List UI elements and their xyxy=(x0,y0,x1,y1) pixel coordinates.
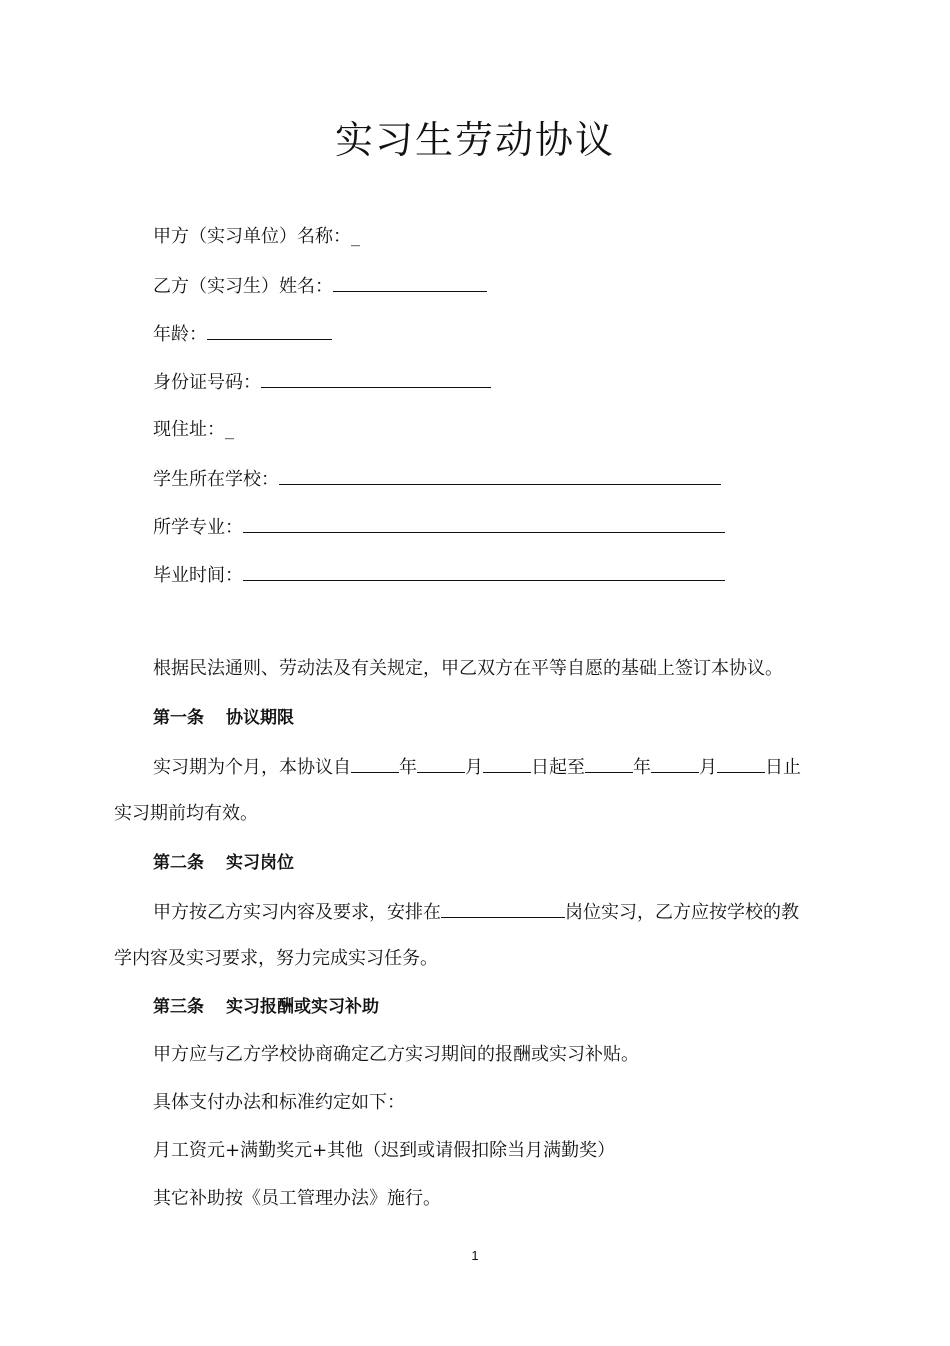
field-graduation xyxy=(153,561,725,589)
blank-line xyxy=(417,753,465,773)
field-address xyxy=(153,417,234,443)
field-label: 年龄： xyxy=(153,324,207,345)
article-number: 第一条 xyxy=(153,708,204,728)
article-number: 第三条 xyxy=(153,997,204,1017)
article-2-heading xyxy=(153,850,294,876)
intro-paragraph: 根据民法通则、劳动法及有关规定，甲乙双方在平等自愿的基础上签订本协议。 xyxy=(153,658,783,679)
article-2-text xyxy=(153,898,799,926)
page-number: 1 xyxy=(471,1248,479,1263)
blank-line xyxy=(261,368,491,388)
article-1-text xyxy=(153,753,801,781)
blank-line xyxy=(243,513,725,533)
article-title: 协议期限 xyxy=(226,708,294,728)
text-segment: 岗位实习，乙方应按学校的教 xyxy=(565,902,799,923)
field-id-number xyxy=(153,368,491,396)
blank-line xyxy=(279,465,721,485)
field-label: 乙方（实习生）姓名： xyxy=(153,276,333,297)
blank-line xyxy=(333,272,487,292)
text-segment: 年 xyxy=(399,757,417,778)
field-party-a xyxy=(153,224,360,250)
text-segment: 甲方按乙方实习内容及要求，安排在 xyxy=(153,902,441,923)
article-3-paragraph-3: 月工资元+满勤奖元+其他（迟到或请假扣除当月满勤奖） xyxy=(153,1140,616,1161)
field-major xyxy=(153,513,725,541)
text-segment: 年 xyxy=(633,757,651,778)
article-3-paragraph-4: 其它补助按《员工管理办法》施行。 xyxy=(153,1188,441,1209)
article-3-heading xyxy=(153,994,379,1020)
blank-line xyxy=(483,753,531,773)
field-school xyxy=(153,465,721,493)
field-age xyxy=(153,320,332,348)
blank-line xyxy=(243,561,725,581)
blank-line xyxy=(351,753,399,773)
field-party-b-name xyxy=(153,272,487,300)
article-number: 第二条 xyxy=(153,853,204,873)
article-title: 实习岗位 xyxy=(226,853,294,873)
article-1-text-cont: 实习期前均有效。 xyxy=(114,803,258,824)
text-segment: 实习期为个月，本协议自 xyxy=(153,757,351,778)
blank-line xyxy=(207,320,332,340)
article-1-heading xyxy=(153,705,294,731)
blank-line xyxy=(717,753,765,773)
text-segment: 日起至 xyxy=(531,757,585,778)
article-title: 实习报酬或实习补助 xyxy=(226,997,379,1017)
blank-line xyxy=(585,753,633,773)
field-label: 毕业时间： xyxy=(153,565,243,586)
article-3-paragraph-2: 具体支付办法和标准约定如下： xyxy=(153,1092,405,1113)
text-segment: 日止 xyxy=(765,757,801,778)
field-label: 身份证号码： xyxy=(153,372,261,393)
blank-line xyxy=(441,898,565,918)
text-segment: 月 xyxy=(699,757,717,778)
text-segment: 月 xyxy=(465,757,483,778)
field-label: 学生所在学校： xyxy=(153,469,279,490)
field-label: 所学专业： xyxy=(153,517,243,538)
field-label: 甲方（实习单位）名称：_ xyxy=(153,226,360,247)
article-2-text-cont: 学内容及实习要求，努力完成实习任务。 xyxy=(114,948,438,969)
blank-line xyxy=(651,753,699,773)
document-title: 实习生劳动协议 xyxy=(334,118,615,162)
article-3-paragraph-1: 甲方应与乙方学校协商确定乙方实习期间的报酬或实习补贴。 xyxy=(153,1044,639,1065)
field-label: 现住址：_ xyxy=(153,419,234,440)
